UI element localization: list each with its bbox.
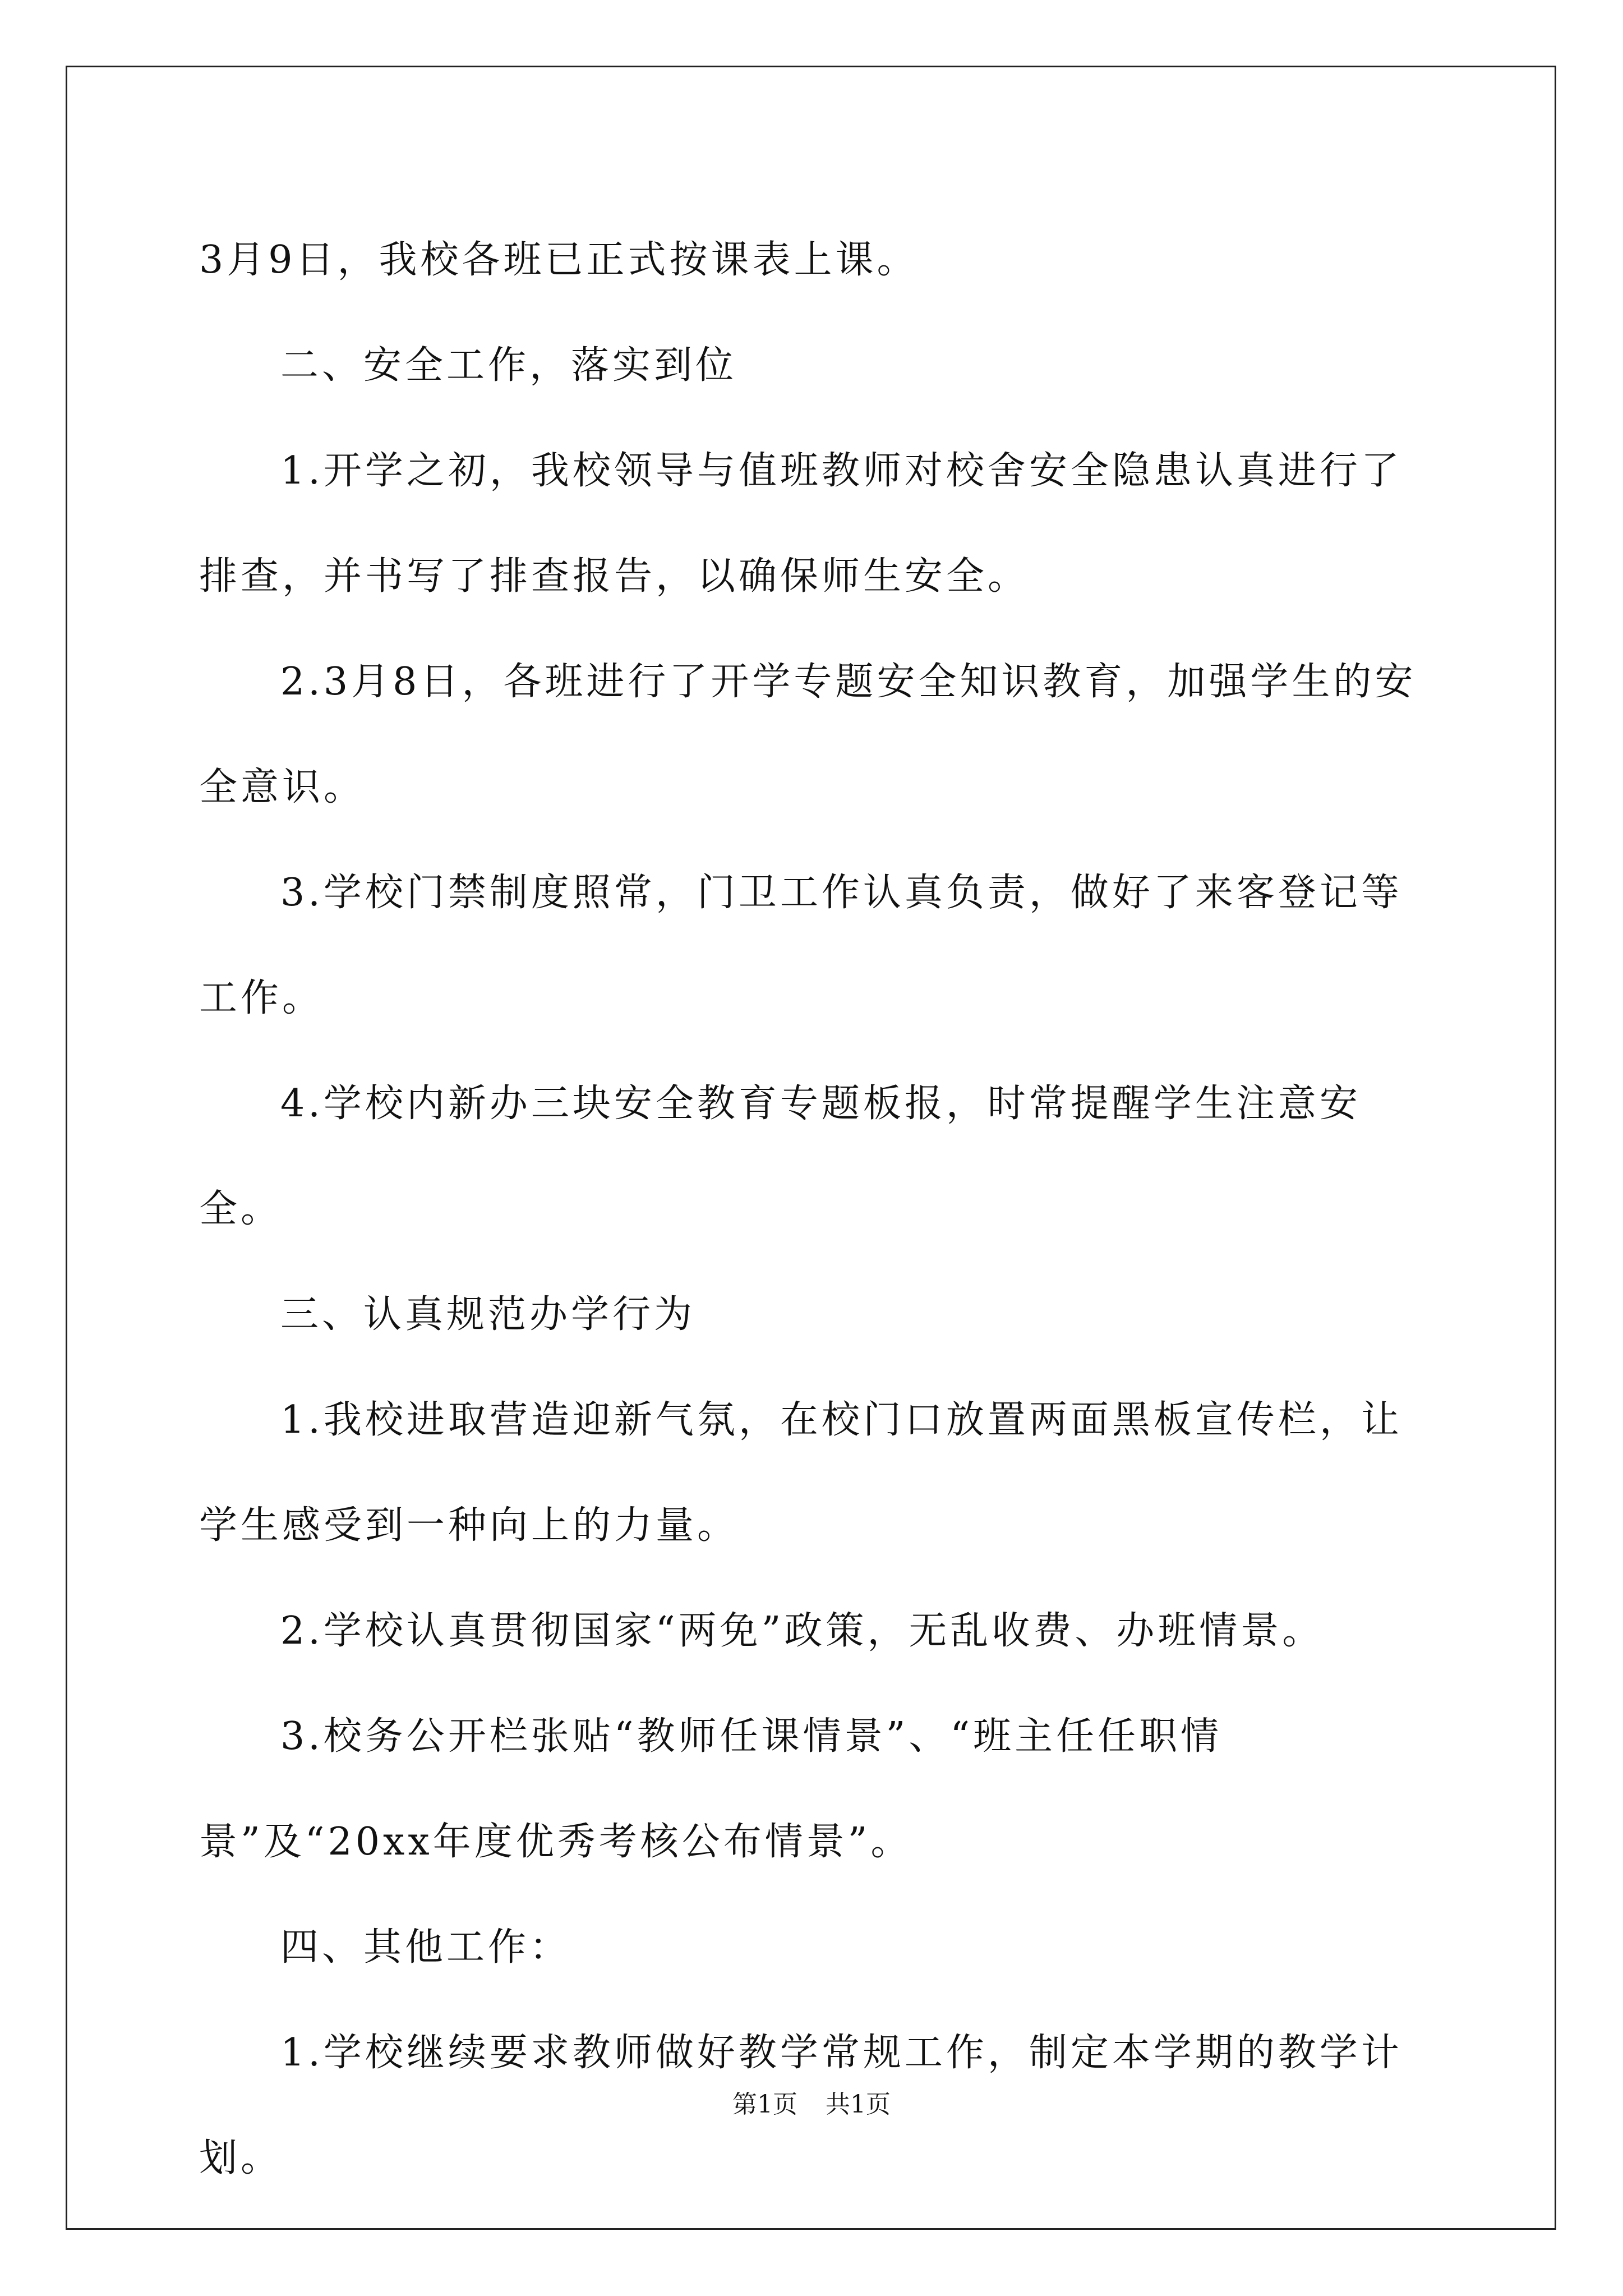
paragraph: 1.我校进取营造迎新气氛，在校门口放置两面黑板宣传栏，让学生感受到一种向上的力量。 [199, 1398, 1403, 1548]
page-footer [0, 2084, 1623, 2120]
document-body [199, 208, 1422, 2211]
section-heading: 三、认真规范办学行为 [280, 1292, 696, 1337]
paragraph: 1.学校继续要求教师做好教学常规工作，制定本学期的教学计划。 [199, 2031, 1403, 2180]
paragraph: 2.学校认真贯彻国家“两免”政策，无乱收费、办班情景。 [280, 1609, 1324, 1653]
section-heading: 二、安全工作，落实到位 [280, 343, 737, 388]
section-heading: 四、其他工作： [280, 1925, 571, 1970]
page-number-total: 共1页 [826, 2090, 891, 2119]
paragraph: 1.开学之初，我校领导与值班教师对校舍安全隐患认真进行了排查，并书写了排查报告，以确保师生安全。 [199, 449, 1403, 599]
paragraph: 3月9日，我校各班已正式按课表上课。 [199, 238, 919, 282]
paragraph: 3.学校门禁制度照常，门卫工作认真负责，做好了来客登记等工作。 [199, 871, 1403, 1020]
paragraph: 4.学校内新办三块安全教育专题板报，时常提醒学生注意安全。 [199, 1082, 1361, 1231]
page-number-current: 第1页 [732, 2090, 797, 2119]
paragraph: 3.校务公开栏张贴“教师任课情景”、“班主任任职情景”及“20xx年度优秀考核公布情景”。 [199, 1714, 1223, 1864]
paragraph: 2.3月8日，各班进行了开学专题安全知识教育，加强学生的安全意识。 [199, 660, 1417, 809]
